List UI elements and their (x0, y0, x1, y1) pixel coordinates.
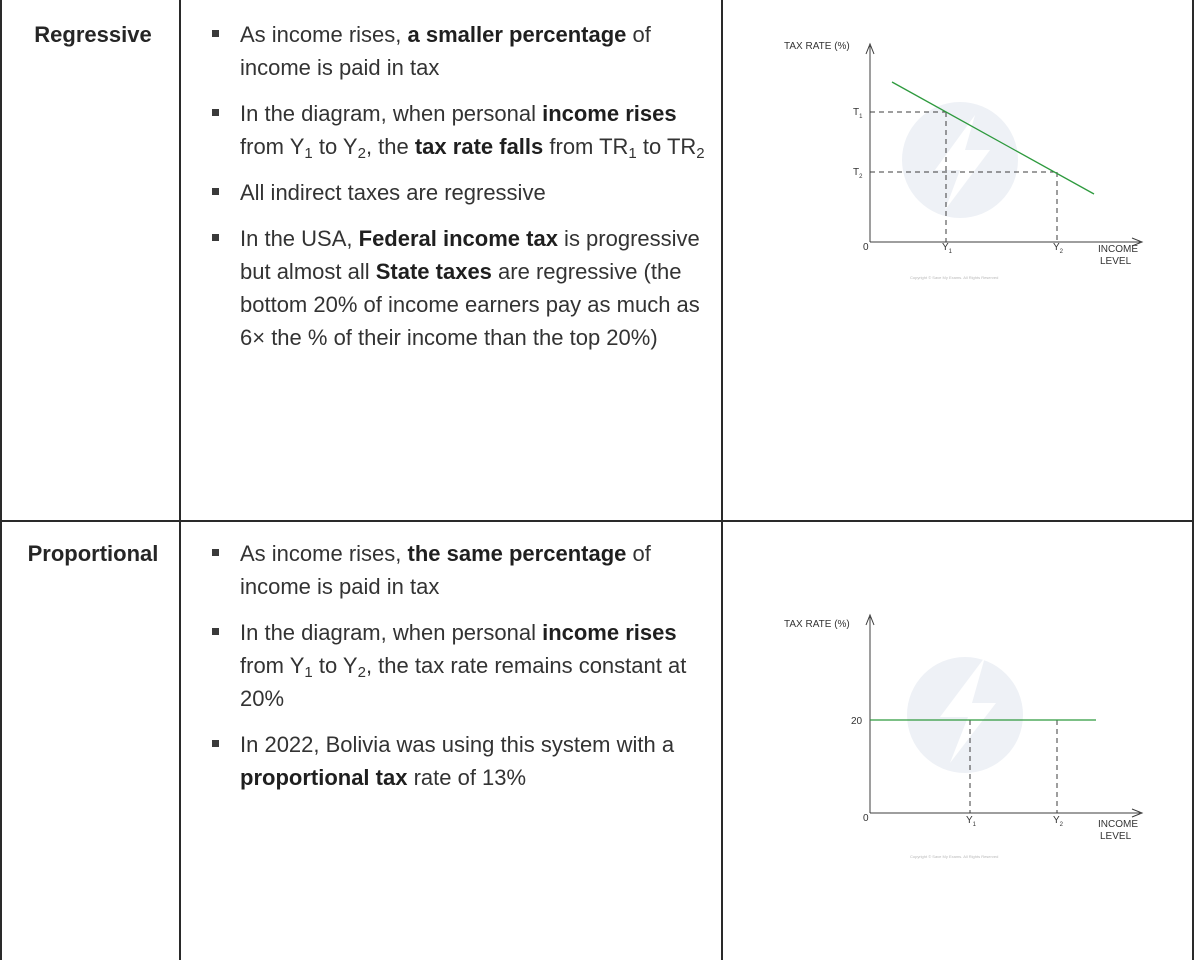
y-axis (866, 615, 874, 813)
level-label: 20 (851, 716, 863, 727)
row-divider (0, 520, 1194, 522)
origin-label: 0 (863, 242, 869, 253)
list-item: In 2022, Bolivia was using this system with a proportional tax rate of 13% (208, 728, 713, 794)
proportional-description (208, 537, 713, 807)
x-axis-label-line1: INCOME (1098, 244, 1138, 255)
list-item: In the diagram, when personal income rises from $Y_1$ to $Y_2$, the tax rate remains constant at 20% (208, 616, 713, 715)
list-item: In the USA, Federal income tax is progressive but almost all State taxes are regressive (the bottom 20% of income earners pay as much as 6× the % of their income than the top 20%) (208, 222, 713, 354)
watermark-logo (907, 657, 1023, 773)
t2-label: $T_2$ (853, 167, 863, 180)
copyright-notice: Copyright © Save My Exams. All Rights Reserved (910, 854, 999, 859)
list-item: As income rises, the same percentage of income is paid in tax (208, 537, 713, 603)
y1-label: $Y_1$ (942, 242, 953, 255)
y-axis-label: TAX RATE (%) (784, 41, 850, 52)
column-divider-2 (721, 0, 723, 960)
y2-label: $Y_2$ (1053, 815, 1064, 828)
x-axis-label-line2: LEVEL (1100, 256, 1132, 267)
row-label-proportional: Proportional (27, 541, 159, 566)
row-label-regressive: Regressive (34, 22, 152, 47)
y-axis (866, 44, 874, 242)
t1-label: $T_1$ (853, 107, 863, 120)
y2-label: $Y_2$ (1053, 242, 1064, 255)
x-axis-label-line1: INCOME (1098, 819, 1138, 830)
list-item: As income rises, a smaller percentage of income is paid in tax (208, 18, 713, 84)
y-axis-label: TAX RATE (%) (784, 619, 850, 630)
list-item: All indirect taxes are regressive (208, 176, 713, 209)
x-axis (870, 809, 1142, 817)
regressive-tax-diagram (750, 30, 1180, 300)
origin-label: 0 (863, 813, 869, 824)
y1-label: $Y_1$ (966, 815, 977, 828)
regressive-description (208, 18, 713, 367)
proportional-tax-diagram (750, 605, 1180, 875)
copyright-notice: Copyright © Save My Exams. All Rights Reserved (910, 275, 999, 280)
list-item: In the diagram, when personal income rises from $Y_1$ to $Y_2$, the tax rate falls from $TR_1$ to $TR_2$ (208, 97, 713, 163)
table-border-left (0, 0, 2, 960)
x-axis-label-line2: LEVEL (1100, 831, 1132, 842)
column-divider-1 (179, 0, 181, 960)
